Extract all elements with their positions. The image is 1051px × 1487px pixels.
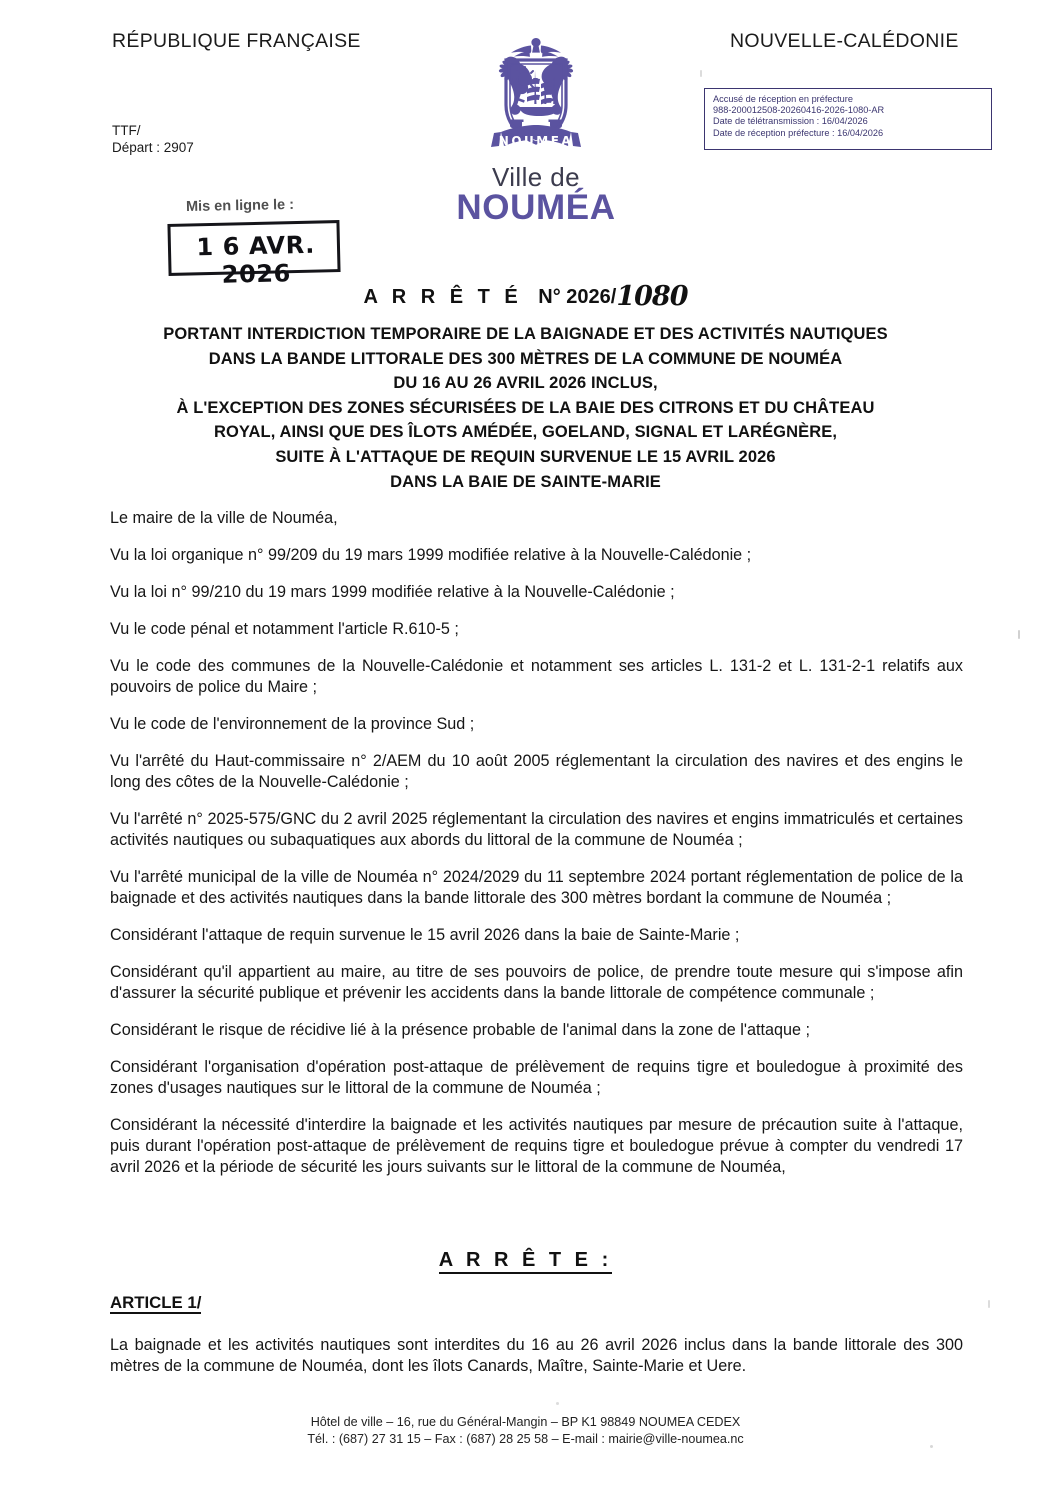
prefecture-receipt-box [704,88,992,150]
receipt-title: Accusé de réception en préfecture [713,94,853,104]
scan-artifact [700,70,702,77]
recital-paragraph: Considérant le risque de récidive lié à la présence probable de l'animal dans la zone de l'attaque ; [110,1021,810,1039]
recital-paragraph: Vu le code des communes de la Nouvelle-Calédonie et notamment ses articles L. 131-2 et L. 131-2-1 relatifs aux pouvoirs de police du Maire ; [110,657,963,696]
decree-title [90,322,961,494]
recital-paragraph: Vu l'arrêté municipal de la ville de Nouméa n° 2024/2029 du 11 septembre 2024 portant réglementation de police de la baignade et des activités nautiques dans la bande littorale des 300 mètres bordant la commune de Nouméa ; [110,868,963,907]
published-online-label: Mis en ligne le : [185,196,295,216]
footer-contact: Tél. : (687) 27 31 15 – Fax : (687) 28 25 58 – E-mail : mairie@ville-noumea.nc [307,1432,744,1446]
page-footer [0,1414,1051,1448]
receipt-transmission-date: Date de télétransmission : 16/04/2026 [713,116,868,127]
decree-title-line: DANS LA BANDE LITTORALE DES 300 MÈTRES DE LA COMMUNE DE NOUMÉA [208,349,843,368]
recital-paragraph: Vu le code pénal et notamment l'article R.610-5 ; [110,620,459,638]
decree-title-line: PORTANT INTERDICTION TEMPORAIRE DE LA BAIGNADE ET DES ACTIVITÉS NAUTIQUES [163,325,888,343]
receipt-reception-date: Date de réception préfecture : 16/04/2026 [713,127,884,138]
scan-artifact [1018,630,1020,639]
receipt-reference: 988-200012508-20260416-2026-1080-AR [713,105,885,116]
decree-title-line: DU 16 AU 26 AVRIL 2026 INCLUS, [393,374,658,393]
decree-title-line: ROYAL, AINSI QUE DES ÎLOTS AMÉDÉE, GOELAND, SIGNAL ET LARÉGNÈRE, [213,423,838,442]
republic-heading: RÉPUBLIQUE FRANÇAISE [112,30,361,52]
noumea-coat-of-arms-icon [461,34,611,162]
decision-heading-text: A R R Ê T E : [439,1249,612,1274]
decision-heading [0,1249,1051,1272]
territory-heading: NOUVELLE-CALÉDONIE [730,30,959,52]
service-code: TTF/ [112,123,141,138]
decree-title-line: SUITE À L'ATTAQUE DE REQUIN SURVENUE LE 15 AVRIL 2026 [275,447,776,466]
decree-title-line: À L'EXCEPTION DES ZONES SÉCURISÉES DE LA BAIE DES CITRONS ET DU CHÂTEAU [176,398,875,417]
recital-paragraph: Considérant qu'il appartient au maire, au titre de ses pouvoirs de police, de prendre toute mesure qui s'impose afin d'assurer la sécurité publique et prévenir les accidents dans la bande littorale de compétence communale ; [110,963,963,1002]
decree-recitals [110,508,963,1194]
recital-paragraph: Vu l'arrêté du Haut-commissaire n° 2/AEM du 10 août 2005 réglementant la circulation des navires et des engins le long des côtes de la Nouvelle-Calédonie ; [110,752,963,791]
published-online-date: 1 6 AVR. 2026 [196,230,316,289]
recital-paragraph: Vu la loi n° 99/210 du 19 mars 1999 modifiée relative à la Nouvelle-Calédonie ; [110,583,675,601]
recital-paragraph: Vu l'arrêté n° 2025-575/GNC du 2 avril 2025 réglementant la circulation des navires et engins immatriculés et certaines activités nautiques ou subaquatiques aux abords du littoral de la commune de Nouméa ; [110,810,963,849]
recital-paragraph: Considérant l'organisation d'opération post-attaque de prélèvement de requins tigre et bouledogue à proximité des zones d'usages nautiques sur le littoral de la commune de Nouméa ; [110,1058,963,1097]
decree-title-line: DANS LA BAIE DE SAINTE-MARIE [390,472,661,491]
logo-line-noumea: NOUMÉA [456,188,616,227]
article-1-text: La baignade et les activités nautiques sont interdites du 16 au 26 avril 2026 inclus dans la bande littorale des 300 mètres de la commune de Nouméa, dont les îlots Canards, Maître, Sainte-Marie et Uere. [110,1336,963,1375]
scan-artifact [988,1300,990,1308]
logo-line-ville-de: Ville de [491,162,580,192]
decree-number-handwritten: 1080 [616,281,688,312]
crest-ribbon-text: NOUMEA [498,134,574,148]
recital-paragraph: Le maire de la ville de Nouméa, [110,509,338,527]
scan-artifact [930,1445,933,1448]
article-1-heading: ARTICLE 1/ [110,1293,202,1312]
ville-de-noumea-logo [452,34,620,226]
recital-paragraph: Considérant la nécessité d'interdire la baignade et les activités nautiques par mesure de précaution suite à l'attaque, puis durant l'opération post-attaque de prélèvement de requins tigre et bouledogue prévue à compter du vendredi 17 avril 2026 et la période de sécurité les jours suivants sur le littoral de la commune de Nouméa, [110,1116,963,1176]
decree-number-line [0,281,1051,312]
depart-number: Départ : 2907 [112,140,194,155]
service-reference [112,122,194,156]
footer-address: Hôtel de ville – 16, rue du Général-Mangin – BP K1 98849 NOUMEA CEDEX [310,1415,741,1429]
recital-paragraph: Vu la loi organique n° 99/209 du 19 mars 1999 modifiée relative à la Nouvelle-Calédonie ; [110,546,752,564]
recital-paragraph: Vu le code de l'environnement de la province Sud ; [110,715,475,733]
decree-word: A R R Ê T É [363,286,523,308]
recital-paragraph: Considérant l'attaque de requin survenue le 15 avril 2026 dans la baie de Sainte-Marie ; [110,926,740,944]
scan-artifact [556,1402,559,1405]
decree-number-prefix: N° 2026/ [538,286,617,308]
